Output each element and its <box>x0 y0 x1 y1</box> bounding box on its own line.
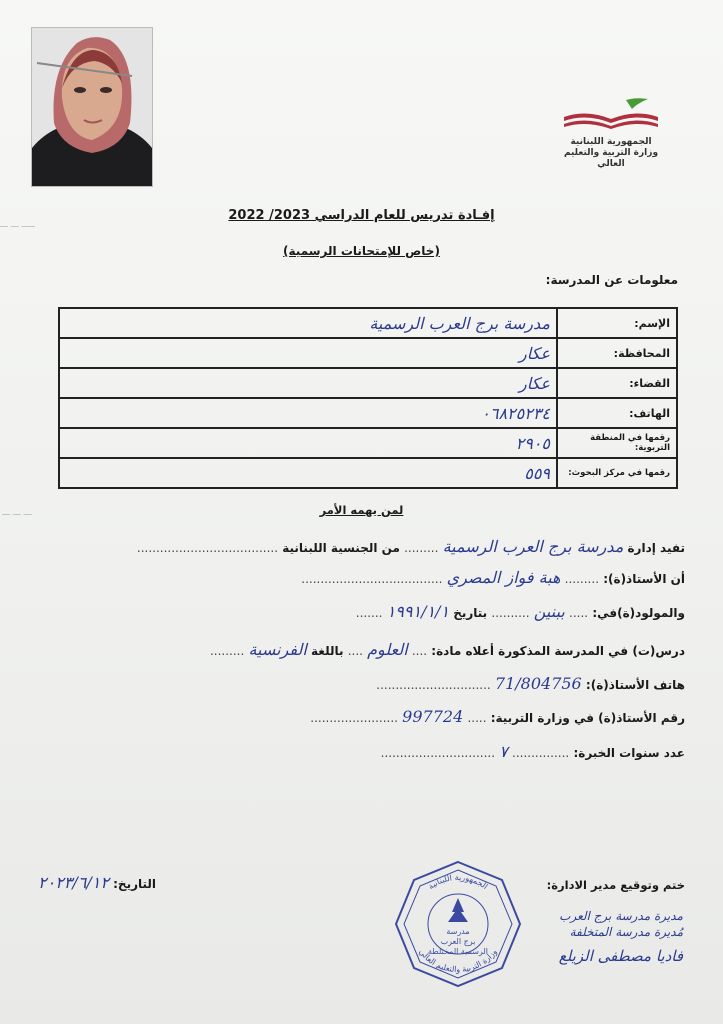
research-center-number-value: ٥٥٩ <box>59 458 557 488</box>
experience-line: عدد سنوات الخبرة: ............... ٧ .............................. <box>380 742 685 761</box>
stamp-outer-top-text: الجمهورية اللبنانية <box>426 872 490 892</box>
district-label: القضاء: <box>557 368 677 398</box>
school-phone-value: ٠٦٨٢٥٢٣٤ <box>59 398 557 428</box>
teacher-name-handwritten: هبة فواز المصري <box>446 568 561 587</box>
date-line: التاريخ: ٢٠٢٣/٦/١٢ <box>38 873 157 892</box>
table-row <box>59 458 677 488</box>
school-name-value: مدرسة برج العرب الرسمية <box>59 308 557 338</box>
signature-label: ختم وتوقيع مدير الادارة: <box>546 878 685 892</box>
table-row <box>59 398 677 428</box>
signature-line-1: مديرة مدرسة برج العرب <box>559 909 683 923</box>
school-name-label: الإسم: <box>557 308 677 338</box>
to-whom-heading: لمن يهمه الأمر <box>319 503 404 517</box>
table-row <box>59 428 677 458</box>
school-info-label: معلومات عن المدرسة: <box>545 273 678 287</box>
teacher-phone-line: هاتف الأستاذ(ة): 71/804756 .............................. <box>376 674 685 693</box>
bleed-through-text: ـــــ ـــ ـــ <box>0 220 35 230</box>
governorate-label: المحافظة: <box>557 338 677 368</box>
teacher-phone-handwritten: 71/804756 <box>494 674 582 693</box>
stamp-inner-line-2: برج العرب <box>440 937 476 946</box>
birth-place-handwritten: ببنين <box>533 602 565 621</box>
document-subtitle: (خاص للإمتحانات الرسمية) <box>283 244 440 258</box>
republic-label: الجمهورية اللبنانية <box>570 137 652 147</box>
stamp-inner-line-3: الرسمية المختلطة <box>427 947 489 956</box>
table-row <box>59 338 677 368</box>
birth-line: والمولود(ة)في: ..... ببنين .......... بتاريخ ١٩٩١/١/١ ....... <box>355 602 685 621</box>
research-center-number-label: رقمها في مركز البحوث: <box>557 458 677 488</box>
table-row <box>59 368 677 398</box>
ministry-number-handwritten: 997724 <box>402 707 464 726</box>
subject-handwritten: العلوم <box>367 640 408 659</box>
ministry-label: وزارة التربية والتعليم العالي <box>563 148 659 169</box>
stamp-inner-line-1: مدرسة <box>446 927 470 936</box>
educational-zone-number-label: رقمها في المنطقة التربوية: <box>557 428 677 458</box>
birth-date-handwritten: ١٩٩١/١/١ <box>386 602 450 621</box>
district-value: عكار <box>59 368 557 398</box>
document-title: إفـادة تدريس للعام الدراسي 2023/ 2022 <box>228 208 495 223</box>
teacher-line: أن الأستاذ(ة): ......... هبة فواز المصري ..................................... <box>301 568 685 587</box>
signature-line-2: مُديرة مدرسة المتخلفة <box>569 925 683 939</box>
school-phone-label: الهاتف: <box>557 398 677 428</box>
principal-name: فاديا مصطفى الزيلع <box>558 947 683 965</box>
governorate-value: عكار <box>59 338 557 368</box>
administration-line: تفيد إدارة مدرسة برج العرب الرسمية ......... من الجنسية اللبنانية ..................................... <box>136 537 685 556</box>
ministry-number-line: رقم الأستاذ(ة) في وزارة التربية: ..... 997724 ....................... <box>310 707 685 726</box>
table-row <box>59 308 677 338</box>
cedar-icon <box>448 898 468 922</box>
principal-signature <box>493 908 683 964</box>
language-handwritten: الفرنسية <box>248 640 307 659</box>
school-name-handwritten: مدرسة برج العرب الرسمية <box>442 537 624 556</box>
school-info-table <box>58 307 678 489</box>
stamp-outer-bottom-text: وزارة التربية والتعليم العالي <box>417 947 499 975</box>
subject-line: درس(ت) في المدرسة المذكورة أعلاه مادة: .... العلوم .... باللغة الفرنسية ......... <box>209 640 685 659</box>
bleed-through-text: ـــ ـــ ـــ <box>2 508 32 518</box>
book-logo-icon <box>556 95 666 133</box>
ministry-logo <box>556 95 666 169</box>
date-handwritten: ٢٠٢٣/٦/١٢ <box>38 873 109 892</box>
teacher-photo <box>31 27 153 187</box>
experience-handwritten: ٧ <box>499 742 508 761</box>
educational-zone-number-value: ٢٩٠٥ <box>59 428 557 458</box>
